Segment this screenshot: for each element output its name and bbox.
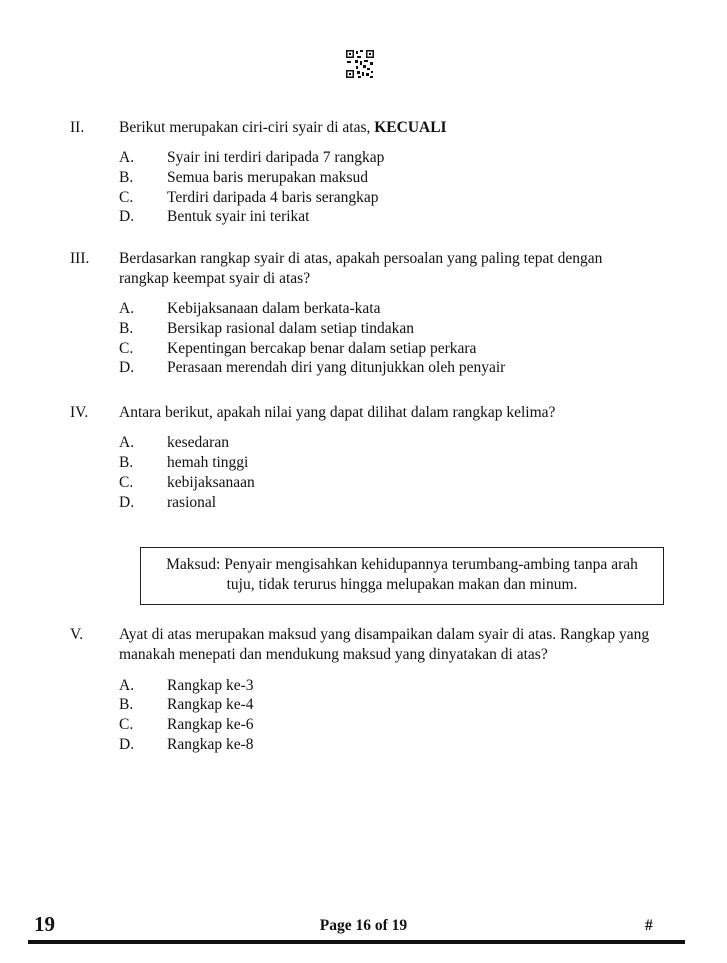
maksud-box xyxy=(140,547,664,605)
option-a: A. Kebijaksanaan dalam berkata-kata xyxy=(119,300,381,317)
option-d: D. Rangkap ke-8 xyxy=(119,736,254,753)
option-b: B. Semua baris merupakan maksud xyxy=(119,169,369,186)
option-d: D. Perasaan merendah diri yang ditunjukkan oleh penyair xyxy=(119,359,506,376)
question-text: Berikut merupakan ciri-ciri syair di atas, KECUALI xyxy=(119,119,447,136)
question-text: Berdasarkan rangkap syair di atas, apakah persoalan yang paling tepat dengan rangkap keempat syair di atas? xyxy=(119,250,603,287)
question-number: II. xyxy=(70,119,85,136)
question-text: Antara berikut, apakah nilai yang dapat dilihat dalam rangkap kelima? xyxy=(119,404,556,421)
question-number: IV. xyxy=(70,404,89,421)
page-number: Page 16 of 19 xyxy=(319,917,408,934)
maksud-line-1: Maksud: Penyair mengisahkan kehidupannya terumbang-ambing tanpa arah xyxy=(166,556,638,573)
footer-rule xyxy=(28,940,685,944)
option-d: D. rasional xyxy=(119,494,217,511)
option-a: A. Rangkap ke-3 xyxy=(119,677,254,694)
question-number: V. xyxy=(70,626,84,643)
option-c: C. Kepentingan bercakap benar dalam setiap perkara xyxy=(119,340,477,357)
emphasis-text: KECUALI xyxy=(374,119,447,136)
option-a: A. kesedaran xyxy=(119,434,229,451)
option-b: B. Bersikap rasional dalam setiap tindakan xyxy=(119,320,415,337)
footer-mark: # xyxy=(645,917,653,934)
footer-code: 19 xyxy=(34,912,55,936)
option-c: C. kebijaksanaan xyxy=(119,474,255,491)
qr-code-icon xyxy=(346,50,374,78)
maksud-line-2: tuju, tidak terurus hingga melupakan makan dan minum. xyxy=(226,576,578,593)
option-c: C. Terdiri daripada 4 baris serangkap xyxy=(119,189,379,206)
question-text: Ayat di atas merupakan maksud yang disampaikan dalam syair di atas. Rangkap yang manakah menepati dan mendukung maksud yang dinyatakan di atas? xyxy=(119,626,650,663)
option-b: B. hemah tinggi xyxy=(119,454,249,471)
question-number: III. xyxy=(70,250,90,267)
option-a: A. Syair ini terdiri daripada 7 rangkap xyxy=(119,149,385,166)
option-d: D. Bentuk syair ini terikat xyxy=(119,208,310,225)
option-b: B. Rangkap ke-4 xyxy=(119,696,254,713)
option-c: C. Rangkap ke-6 xyxy=(119,716,254,733)
